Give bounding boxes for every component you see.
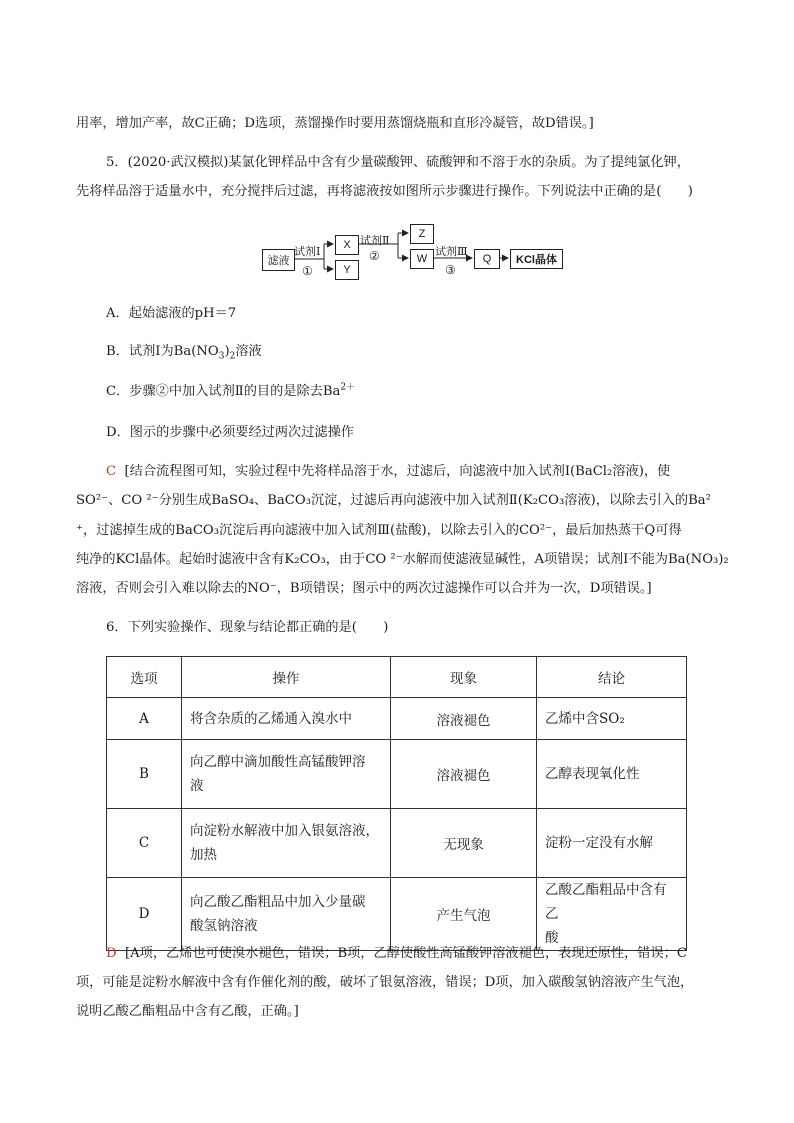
flow-reagent1-label: 试剂Ⅰ: [294, 245, 321, 258]
q6-answer-letter: D: [106, 946, 117, 961]
header-operation: 操作: [182, 657, 391, 698]
table-row: B 向乙醇中滴加酸性高锰酸钾溶 液 溶液褪色 乙醇表现氧化性: [107, 740, 687, 809]
q5-option-d: D．图示的步骤中必须要经过两次过滤操作: [106, 425, 354, 440]
prev-answer-tail: 用率，增加产率，故C正确；D选项，蒸馏操作时要用蒸馏烧瓶和直形冷凝管，故D错误。]: [76, 116, 594, 131]
table-row: C 向淀粉水解液中加入银氨溶液， 加热 无现象 淀粉一定没有水解: [107, 809, 687, 878]
table-header-row: [107, 657, 687, 698]
header-option: 选项: [107, 657, 182, 698]
q6-explanation-line2: 项，可能是淀粉水解液中含有作催化剂的酸，破坏了银氨溶液，错误；D项，加入碳酸氢钠溶液产生气泡，: [76, 975, 694, 990]
flow-y-box: Y: [335, 260, 359, 280]
q5-option-c: C．步骤②中加入试剂Ⅱ的目的是除去$Ba^{2+}$: [106, 382, 356, 399]
q5-explanation-line1: C [结合流程图可知，实验过程中先将样品溶于水，过滤后，向滤液中加入试剂Ⅰ(BaCl₂溶液)，使: [106, 464, 671, 479]
flow-step2-label: ②: [369, 249, 380, 263]
flow-step1-label: ①: [302, 264, 313, 278]
header-phenomenon: 现象: [391, 657, 537, 698]
header-conclusion: 结论: [537, 657, 687, 698]
flow-step3-label: ③: [445, 263, 456, 277]
q5-explanation-line4: 纯净的KCl晶体。起始时滤液中含有K₂CO₃，由于CO ²⁻水解而使滤液显碱性，A项错误；试剂Ⅰ不能为Ba(NO₃)₂: [76, 552, 729, 567]
q6-explanation-line3: 说明乙酸乙酯粗品中含有乙酸，正确。]: [76, 1004, 299, 1019]
flow-q-box: Q: [474, 249, 500, 269]
flow-w-box: W: [410, 249, 434, 269]
q5-answer-letter: C: [106, 464, 117, 479]
flow-z-box: Z: [410, 224, 434, 244]
flow-start-box: 滤液: [262, 249, 295, 271]
table-row: D 向乙酸乙酯粗品中加入少量碳 酸氢钠溶液 产生气泡 乙酸乙酯粗品中含有乙 酸: [107, 878, 687, 951]
q6-stem: 6．下列实验操作、现象与结论都正确的是( ): [106, 620, 389, 635]
flow-product-box: KCl晶体: [510, 249, 563, 269]
q6-explanation-line1: D [A项，乙烯也可使溴水褪色，错误；B项，乙醇使酸性高锰酸钾溶液褪色，表现还原性，错误；C: [106, 946, 687, 961]
q5-option-b: B．试剂Ⅰ为$Ba(NO_3)_2$溶液: [106, 344, 262, 362]
q5-explanation-line2: SO²⁻、CO ²⁻分别生成BaSO₄、BaCO₃沉淀，过滤后再向滤液中加入试剂Ⅱ(K₂CO₃溶液)，以除去引入的Ba²: [76, 493, 711, 508]
q5-option-a: A．起始滤液的pH＝7: [106, 306, 237, 321]
flow-reagent2-label: 试剂Ⅱ: [360, 234, 390, 247]
q5-stem-line2: 先将样品溶于适量水中，充分搅拌后过滤，再将滤液按如图所示步骤进行操作。下列说法中正确的是( ): [76, 184, 693, 199]
q5-stem-line1: 5．(2020·武汉模拟)某氯化钾样品中含有少量碳酸钾、硫酸钾和不溶于水的杂质。为了提纯氯化钾，: [106, 155, 690, 170]
flow-x-box: X: [335, 235, 359, 255]
flow-reagent3-label: 试剂Ⅲ: [435, 245, 468, 258]
q5-explanation-line3: ⁺，过滤掉生成的BaCO₃沉淀后再向滤液中加入试剂Ⅲ(盐酸)，以除去引入的CO²⁻，最后加热蒸干Q可得: [76, 523, 682, 538]
q5-explanation-line5: 溶液，否则会引入难以除去的NO⁻，B项错误；图示中的两次过滤操作可以合并为一次，D项错误。]: [76, 581, 652, 596]
q6-table: [106, 656, 687, 951]
table-row: A 将含杂质的乙烯通入溴水中 溶液褪色 乙烯中含SO₂: [107, 698, 687, 740]
